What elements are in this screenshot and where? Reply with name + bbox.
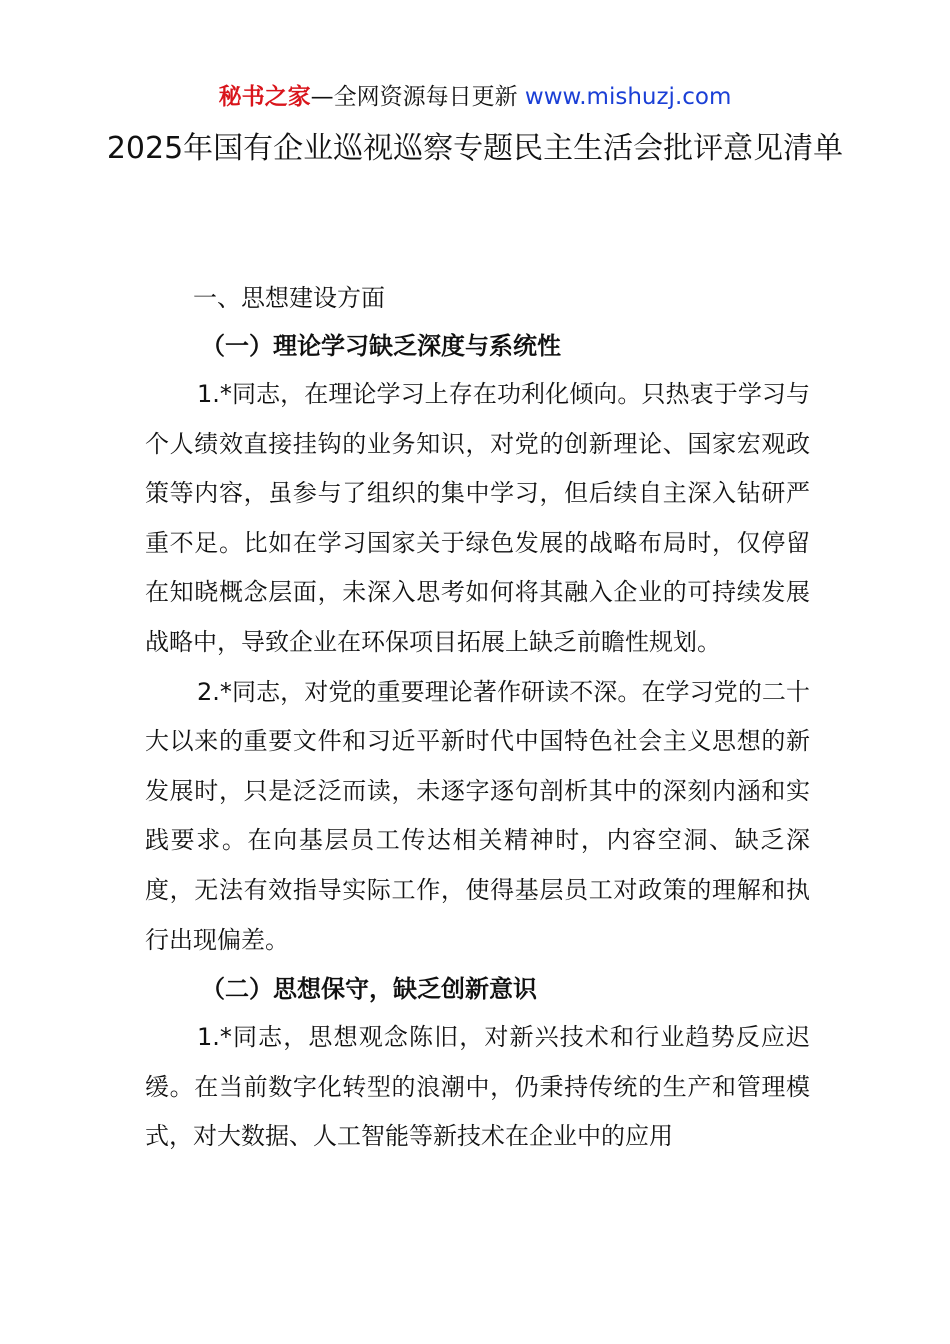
- site-header: [0, 80, 950, 114]
- sub-heading-1: （一）理论学习缺乏深度与系统性: [201, 332, 561, 360]
- paragraph: 2.*同志，对党的重要理论著作研读不深。在学习党的二十大以来的重要文件和习近平新时代中国特色社会主义思想的新发展时，只是泛泛而读，未逐字逐句剖析其中的深刻内涵和实践要求。在向基层员工传达相关精神时，内容空洞、缺乏深度，无法有效指导实际工作，使得基层员工对政策的理解和执行出现偏差。: [145, 677, 810, 954]
- section-heading: 一、思想建设方面: [193, 284, 385, 312]
- site-brand: 秘书之家: [218, 84, 311, 110]
- sub-heading-2: （二）思想保守，缺乏创新意识: [201, 975, 537, 1004]
- paragraph: 1.*同志，思想观念陈旧，对新兴技术和行业趋势反应迟缓。在当前数字化转型的浪潮中，仍秉持传统的生产和管理模式，对大数据、人工智能等新技术在企业中的应用: [145, 1023, 810, 1151]
- site-tagline: —全网资源每日更新: [310, 84, 525, 110]
- paragraph: 1.*同志，在理论学习上存在功利化倾向。只热衷于学习与个人绩效直接挂钩的业务知识，对党的创新理论、国家宏观政策等内容，虽参与了组织的集中学习，但后续自主深入钻研严重不足。比如在学习国家关于绿色发展的战略布局时，仅停留在知晓概念层面，未深入思考如何将其融入企业的可持续发展战略中，导致企业在环保项目拓展上缺乏前瞻性规划。: [145, 380, 810, 656]
- document-body: [145, 274, 810, 1162]
- document-title: 2025年国有企业巡视巡察专题民主生活会批评意见清单: [106, 131, 844, 166]
- site-url[interactable]: www.mishuzj.com: [524, 84, 732, 110]
